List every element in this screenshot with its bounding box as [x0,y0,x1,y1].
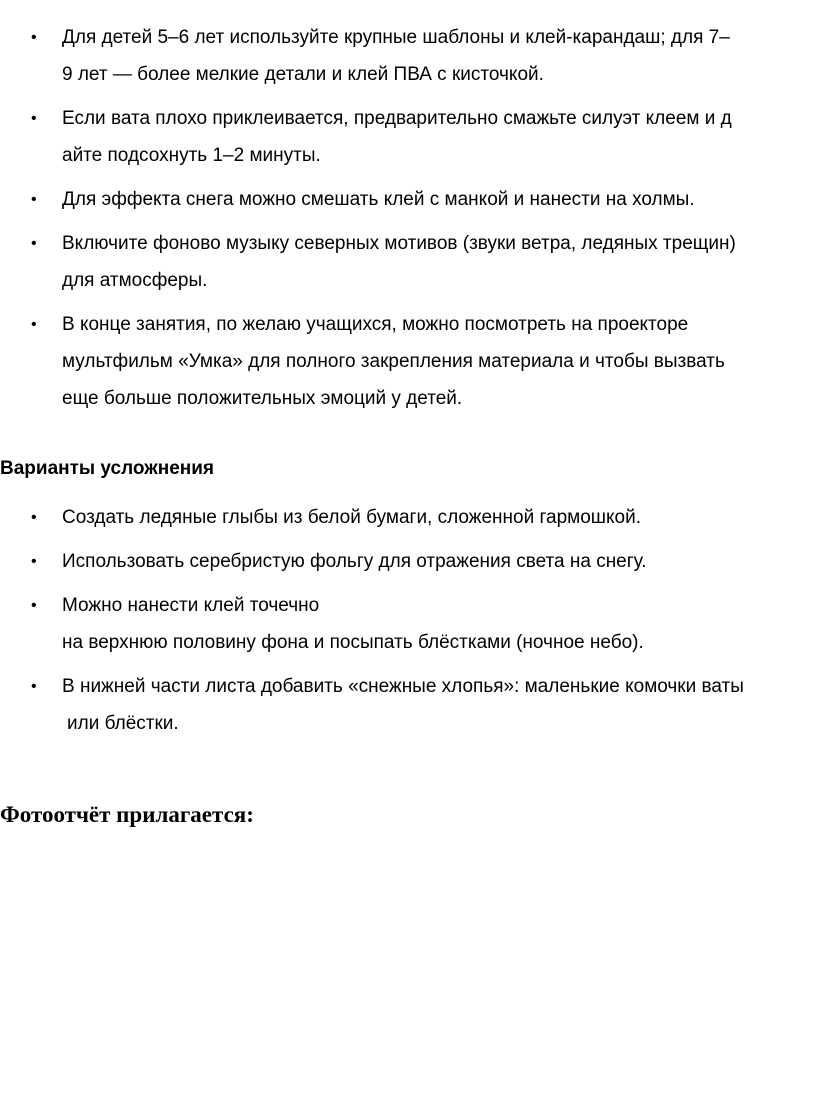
bullet-icon: • [31,235,37,252]
list-item [0,499,816,536]
photo-report-heading: Фотоотчёт прилагается: [0,802,254,827]
list-item-line: Для эффекта снега можно смешать клей с манкой и нанести на холмы. [62,189,695,210]
list-item-line: или блёстки. [67,713,179,734]
list-item [0,668,816,742]
list-item-line: 9 лет — более мелкие детали и клей ПВА с кисточкой. [62,64,544,85]
list-item [0,543,816,580]
list-item [0,225,816,299]
list-item-line: В конце занятия, по желаю учащихся, можно посмотреть на проекторе [62,314,689,335]
list-item [0,306,816,417]
bullet-icon: • [31,678,37,695]
bullet-icon: • [31,509,37,526]
bullet-icon: • [31,597,37,614]
list-item-line: Если вата плохо приклеивается, предварительно смажьте силуэт клеем и д [62,108,732,129]
list-item [0,587,816,661]
list-item-line: на верхнюю половину фона и посыпать блёстками (ночное небо). [62,632,644,653]
list-item-line: мультфильм «Умка» для полного закрепления материала и чтобы вызвать [62,351,725,372]
variants-list [0,499,816,749]
list-item-line: Включите фоново музыку северных мотивов (звуки ветра, ледяных трещин) [62,233,736,254]
list-item-line: для атмосферы. [62,270,208,291]
list-item-line: айте подсохнуть 1–2 минуты. [62,145,321,166]
variants-heading: Варианты усложнения [0,458,215,479]
list-item-line: Для детей 5–6 лет используйте крупные шаблоны и клей-карандаш; для 7– [62,27,730,48]
tips-list [0,19,816,424]
bullet-icon: • [31,191,37,208]
list-item [0,19,816,93]
bullet-icon: • [31,316,37,333]
list-item-line: Можно нанести клей точечно [62,595,320,616]
bullet-icon: • [31,553,37,570]
list-item [0,100,816,174]
list-item-line: Создать ледяные глыбы из белой бумаги, сложенной гармошкой. [62,507,641,528]
list-item-line: В нижней части листа добавить «снежные хлопья»: маленькие комочки ваты [62,676,744,697]
list-item-line: Использовать серебристую фольгу для отражения света на снегу. [62,551,647,572]
list-item [0,181,816,218]
bullet-icon: • [31,110,37,127]
list-item-line: еще больше положительных эмоций у детей. [62,388,463,409]
bullet-icon: • [31,29,37,46]
